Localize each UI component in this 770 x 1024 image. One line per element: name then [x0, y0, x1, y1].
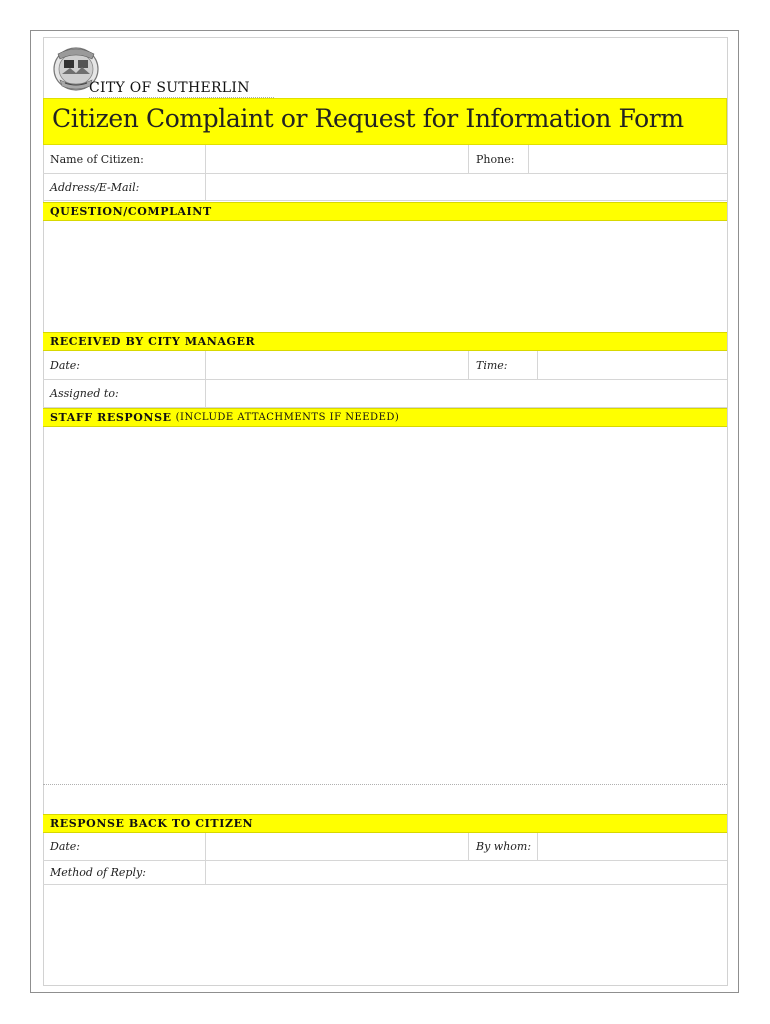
staff-response-area[interactable]: [43, 427, 727, 783]
response-back-to-citizen-title: RESPONSE BACK TO CITIZEN: [50, 817, 254, 830]
staff-response-title: STAFF RESPONSE: [50, 411, 172, 424]
staff-response-divider: [43, 784, 727, 785]
phone-label: Phone:: [476, 152, 515, 166]
by-whom-field[interactable]: [538, 833, 727, 860]
response-back-to-citizen-header: [43, 814, 727, 833]
received-date-row: [43, 351, 727, 380]
response-date-label: Date:: [50, 840, 81, 853]
question-complaint-area[interactable]: [43, 221, 727, 332]
address-email-field[interactable]: [206, 174, 727, 200]
received-time-label: Time:: [476, 358, 508, 372]
form-title-bar: [43, 98, 727, 145]
received-date-field[interactable]: [206, 351, 468, 379]
method-of-reply-field[interactable]: [206, 861, 727, 884]
method-of-reply-label: Method of Reply:: [50, 866, 146, 879]
received-by-city-manager-header: [43, 332, 727, 351]
response-date-field[interactable]: [206, 833, 468, 860]
by-whom-label: By whom:: [476, 840, 532, 853]
assigned-to-row: [43, 380, 727, 408]
received-time-field[interactable]: [538, 351, 727, 379]
citizen-name-row: [43, 145, 727, 174]
received-date-label: Date:: [50, 358, 81, 372]
city-name: CITY OF SUTHERLIN: [89, 80, 250, 96]
assigned-to-field[interactable]: [206, 380, 727, 407]
received-by-city-manager-title: RECEIVED BY CITY MANAGER: [50, 335, 256, 348]
question-complaint-header: [43, 202, 727, 221]
name-of-citizen-field[interactable]: [206, 145, 508, 173]
method-of-reply-row: [43, 861, 727, 885]
name-of-citizen-label: Name of Citizen:: [50, 152, 144, 166]
form-title: Citizen Complaint or Request for Information Form: [52, 104, 684, 133]
address-row: [43, 174, 727, 201]
phone-field[interactable]: [529, 145, 727, 173]
question-complaint-title: QUESTION/COMPLAINT: [50, 205, 212, 218]
address-email-label: Address/E-Mail:: [50, 180, 140, 194]
staff-response-subtitle: (INCLUDE ATTACHMENTS IF NEEDED): [175, 412, 400, 423]
assigned-to-label: Assigned to:: [50, 387, 119, 400]
response-date-row: [43, 833, 727, 861]
staff-response-header: [43, 408, 727, 427]
